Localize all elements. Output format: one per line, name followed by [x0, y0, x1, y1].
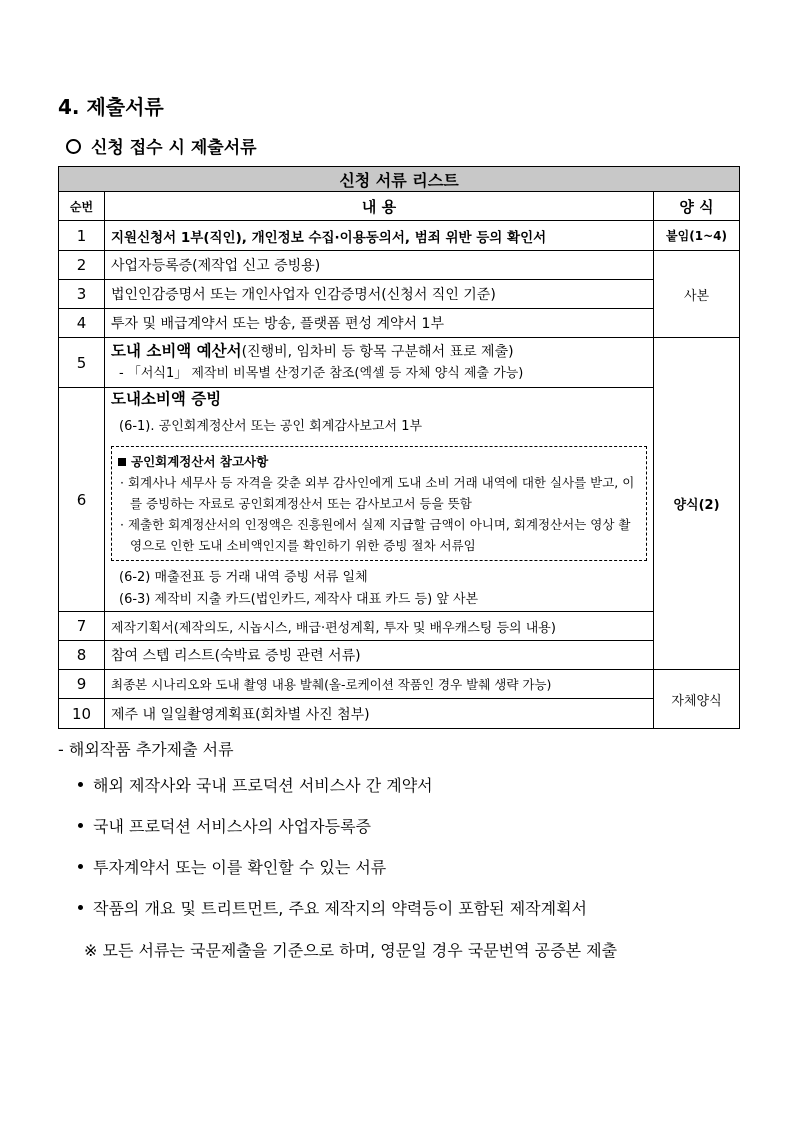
table-row — [59, 699, 740, 729]
bullet-icon — [78, 905, 83, 910]
row-content-item: (6-1). 공인회계정산서 또는 공인 회계감사보고서 1부 — [119, 419, 423, 434]
footnote: ※ 모든 서류는 국문제출을 기준으로 하며, 영문일 경우 국문번역 공증본 제출 — [84, 941, 618, 960]
row-number: 9 — [59, 670, 105, 699]
row-form: 붙임(1~4) — [654, 221, 740, 251]
note-item: · 회계사나 세무사 등 자격을 갖춘 외부 감사인에게 도내 소비 거래 내역에 대한 실사를 받고, 이를 증빙하는 자료로 공인회계정산서 또는 감사보고서 등을 뜻함 — [120, 475, 635, 511]
row-content: 투자 및 배급계약서 또는 방송, 플랫폼 편성 계약서 1부 — [105, 309, 654, 338]
row-content-item: (6-2) 매출전표 등 거래 내역 증빙 서류 일체 — [119, 570, 368, 585]
bullet-icon — [78, 823, 83, 828]
overseas-heading: - 해외작품 추가제출 서류 — [58, 740, 234, 759]
row-number: 6 — [59, 388, 105, 612]
row-number: 3 — [59, 280, 105, 309]
row-content — [105, 338, 654, 388]
subsection-title — [66, 133, 257, 158]
row-number: 5 — [59, 338, 105, 388]
list-item-text: 국내 프로덕션 서비스사의 사업자등록증 — [93, 817, 372, 836]
row-content: 사업자등록증(제작업 신고 증빙용) — [105, 251, 654, 280]
square-bullet-icon — [118, 458, 126, 466]
bullet-icon — [78, 864, 83, 869]
row-number: 7 — [59, 612, 105, 641]
row-number: 4 — [59, 309, 105, 338]
row-number: 2 — [59, 251, 105, 280]
section-title: 4. 제출서류 — [58, 95, 164, 119]
row-number: 10 — [59, 699, 105, 729]
row-number: 1 — [59, 221, 105, 251]
note-box — [111, 446, 647, 561]
circle-bullet-icon — [66, 139, 81, 154]
table-row — [59, 251, 740, 280]
list-item-text: 작품의 개요 및 트리트먼트, 주요 제작지의 약력등이 포함된 제작계획서 — [93, 899, 587, 918]
list-item-text: 투자계약서 또는 이를 확인할 수 있는 서류 — [93, 858, 387, 877]
table-row — [59, 221, 740, 251]
overseas-section — [58, 737, 748, 961]
table-row — [59, 612, 740, 641]
col-header-content: 내 용 — [105, 192, 654, 221]
row-content: 지원신청서 1부(직인), 개인정보 수집·이용동의서, 범죄 위반 등의 확인서 — [105, 221, 654, 251]
row-number: 8 — [59, 641, 105, 670]
row-content: 법인인감증명서 또는 개인사업자 인감증명서(신청서 직인 기준) — [105, 280, 654, 309]
col-header-no: 순번 — [59, 192, 105, 221]
note-title: 공인회계정산서 참고사항 — [131, 454, 269, 469]
table-row — [59, 280, 740, 309]
row-form-form2: 양식(2) — [654, 338, 740, 670]
row-content: 제주 내 일일촬영계획표(회차별 사진 첨부) — [105, 699, 654, 729]
note-item: · 제출한 회계정산서의 인정액은 진흥원에서 실제 지급할 금액이 아니며, 회계정산서는 영상 촬영으로 인한 도내 소비액인지를 확인하기 위한 증빙 절차 서류임 — [120, 517, 631, 553]
row-form-self: 자체양식 — [654, 670, 740, 729]
list-item — [78, 774, 748, 798]
table-title: 신청 서류 리스트 — [59, 167, 740, 192]
list-item-text: 해외 제작사와 국내 프로덕션 서비스사 간 계약서 — [93, 776, 433, 795]
list-item — [78, 856, 748, 880]
table-row — [59, 388, 740, 612]
list-item — [78, 815, 748, 839]
row-content: 최종본 시나리오와 도내 촬영 내용 발췌(올-로케이션 작품인 경우 발췌 생략 가능) — [105, 670, 654, 699]
table-row — [59, 641, 740, 670]
table-row — [59, 338, 740, 388]
row-content-detail: (진행비, 임차비 등 항목 구분해서 표로 제출) — [241, 344, 514, 360]
table-row — [59, 670, 740, 699]
list-item — [78, 897, 748, 921]
row-content-sub: - 「서식1」 제작비 비목별 산정기준 참조(엑셀 등 자체 양식 제출 가능) — [119, 366, 524, 381]
row-content-title: 도내소비액 증빙 — [111, 390, 222, 408]
row-content-item: (6-3) 제작비 지출 카드(법인카드, 제작사 대표 카드 등) 앞 사본 — [119, 592, 479, 607]
bullet-icon — [78, 782, 83, 787]
document-list-table — [58, 166, 740, 729]
row-form-copy: 사본 — [654, 251, 740, 338]
row-content: 참여 스텝 리스트(숙박료 증빙 관련 서류) — [105, 641, 654, 670]
col-header-form: 양 식 — [654, 192, 740, 221]
table-row — [59, 309, 740, 338]
row-content-title: 도내 소비액 예산서 — [111, 342, 242, 360]
subsection-title-text: 신청 접수 시 제출서류 — [91, 138, 257, 158]
row-content — [105, 388, 654, 612]
row-content: 제작기획서(제작의도, 시놉시스, 배급·편성계획, 투자 및 배우캐스팅 등의 내용) — [105, 612, 654, 641]
